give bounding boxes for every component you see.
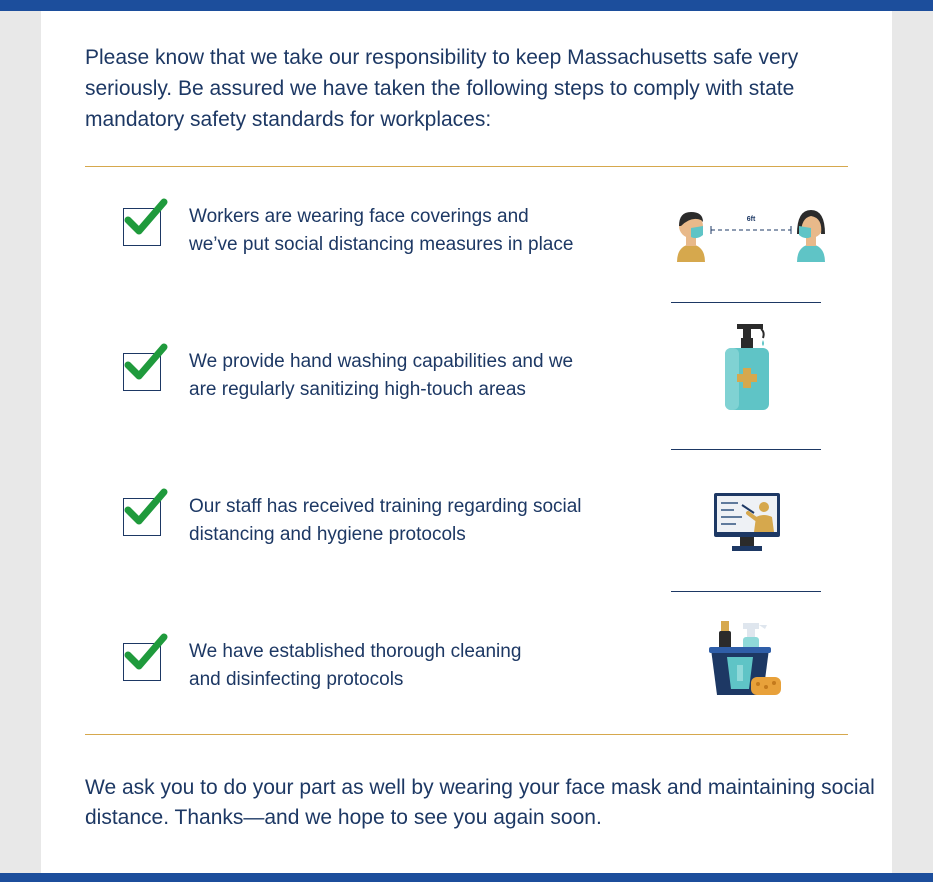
item-separator [671,591,821,592]
top-divider [85,166,848,167]
item-text [189,638,649,694]
item-text [189,203,649,259]
checkmark-icon [124,343,170,383]
hand-sanitizer-icon [717,324,777,414]
item-text-line-1: We have established thorough cleaning [189,641,522,662]
notice-card [41,11,892,873]
top-accent-bar [0,0,933,11]
masked-people-distancing-icon [671,204,831,264]
closing-paragraph: We ask you to do your part as well by wearing your face mask and maintaining social distance. Thanks—and we hope to see you again soon. [85,776,875,829]
item-text [189,348,649,404]
distance-label: 6ft [746,216,756,223]
checkmark-icon [124,488,170,528]
checkmark-icon [124,198,170,238]
item-text-line-2: and disinfecting protocols [189,669,404,690]
item-separator [671,449,821,450]
checkbox-checked [123,353,161,391]
intro-paragraph: Please know that we take our responsibility to keep Massachusetts safe very seriously. Be assured we have taken the following steps to comply with state mandatory safety standards for workplaces: [85,46,799,131]
checkbox-checked [123,208,161,246]
item-text-line-1: Workers are wearing face coverings and [189,206,529,227]
checkbox-checked [123,643,161,681]
bottom-accent-bar [0,873,933,882]
checkmark-icon [124,633,170,673]
item-separator [671,302,821,303]
item-text-line-2: are regularly sanitizing high-touch areas [189,379,526,400]
training-presentation-icon [712,491,782,553]
item-text-line-1: Our staff has received training regarding social [189,496,582,517]
item-text-line-2: distancing and hygiene protocols [189,524,466,545]
bottom-divider [85,734,848,735]
item-text [189,493,649,549]
item-text-line-2: we’ve put social distancing measures in place [189,234,574,255]
checkbox-checked [123,498,161,536]
item-text-line-1: We provide hand washing capabilities and we [189,351,574,372]
cleaning-supplies-icon [709,621,785,703]
